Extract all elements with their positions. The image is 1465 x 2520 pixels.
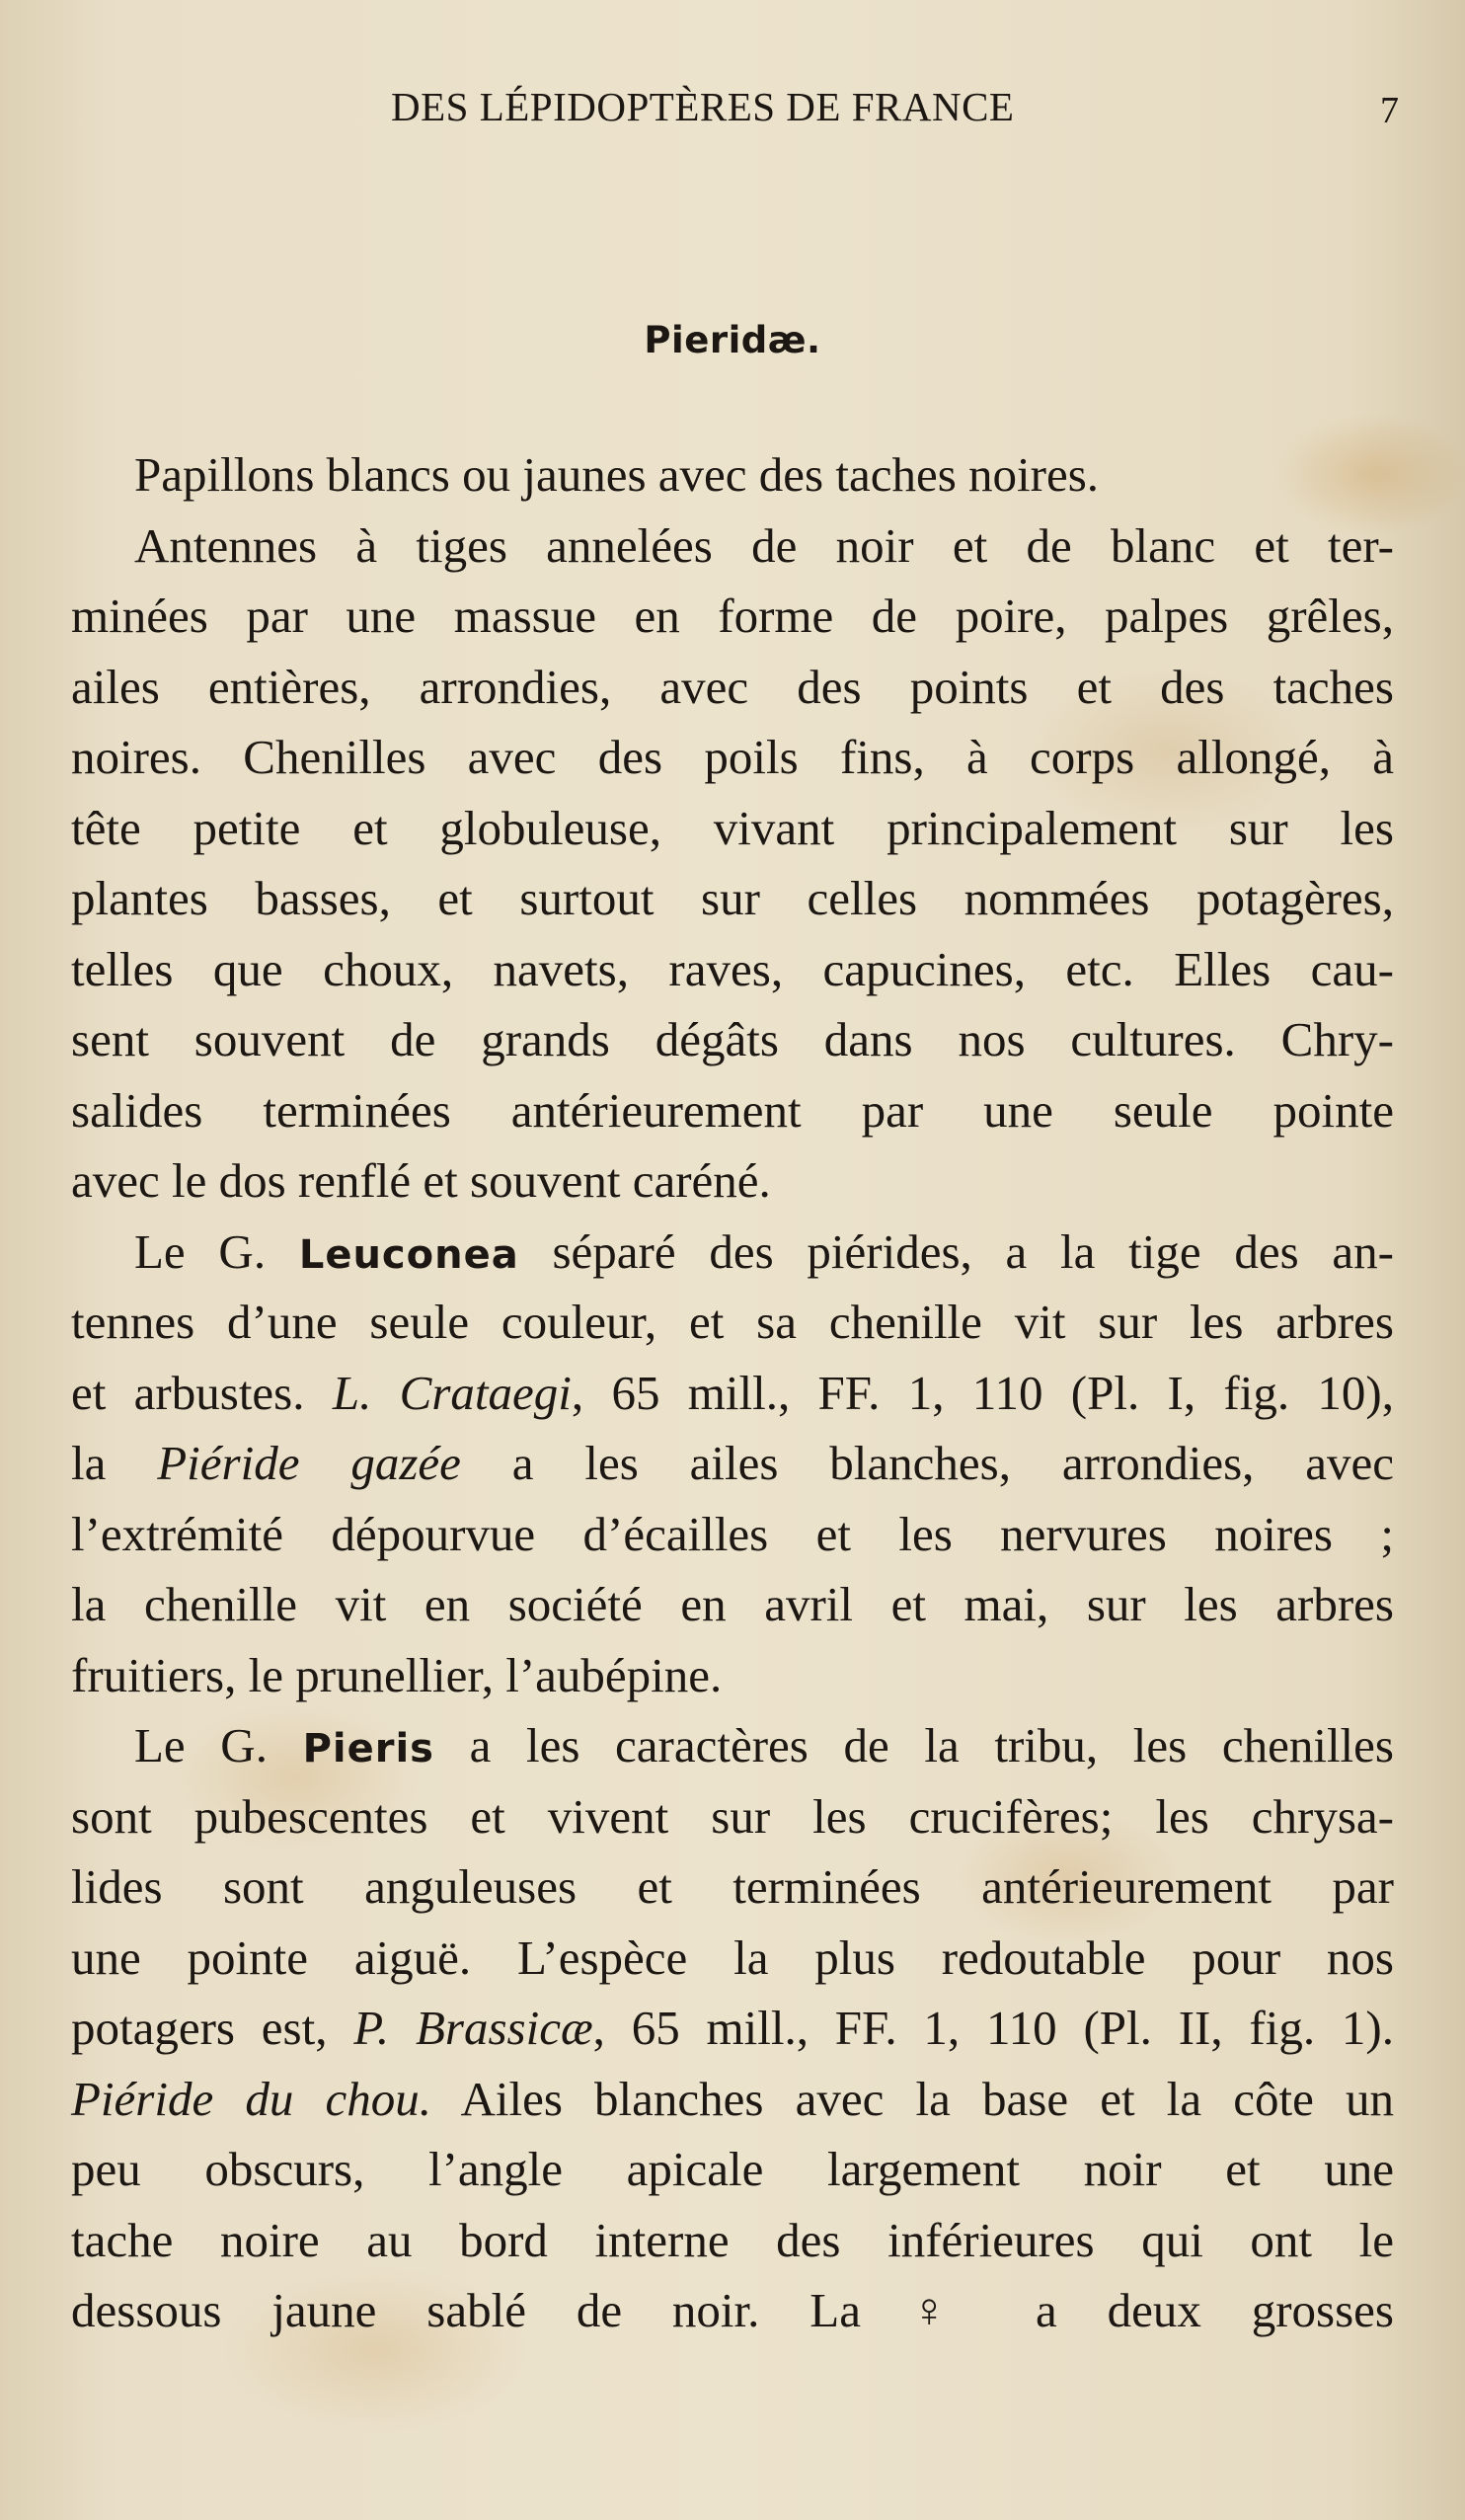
text-run: a les ailes blanches, arrondies, avec [460, 1436, 1394, 1490]
text-line: fruitiers, le prunellier, l’aubépine. [71, 1647, 723, 1702]
text-run: , 65 mill., FF. 1, 110 (Pl. II, fig. 1). [592, 2001, 1394, 2055]
text-line [71, 1710, 1394, 1781]
text-line: peu obscurs, l’angle apicale largement noir et une [71, 2142, 1394, 2196]
running-title: DES LÉPIDOPTÈRES DE FRANCE [391, 84, 1015, 129]
text-run: Le G. [134, 1223, 299, 1279]
common-name: Piéride du chou. [71, 2071, 432, 2126]
genus-name: Leuconea [298, 1231, 519, 1278]
text-line: Papillons blancs ou jaunes avec des taches noires. [134, 447, 1100, 502]
genus-name: Pieris [302, 1726, 434, 1772]
text-line: tennes d’une seule couleur, et sa chenille vit sur les arbres [71, 1295, 1394, 1349]
text-line: salides terminées antérieurement par une seule pointe [71, 1082, 1394, 1138]
species-name: L. Crataegi [332, 1365, 572, 1420]
text-line: ailes entières, arrondies, avec des points et des taches [71, 659, 1394, 714]
body-text [71, 439, 1394, 2346]
species-name: P. Brassicæ [353, 2001, 593, 2055]
text-line: sont pubescentes et vivent sur les crucifères; les chrysa- [71, 1788, 1394, 1844]
text-run: , 65 mill., FF. 1, 110 (Pl. I, fig. 10), [571, 1365, 1394, 1420]
text-run: Le G. [134, 1718, 303, 1772]
text-line: la chenille vit en société en avril et mai, sur les arbres [71, 1577, 1394, 1631]
page-header [0, 77, 1465, 136]
text-line: plantes basses, et surtout sur celles nommées potagères, [71, 871, 1394, 925]
text-run: potagers est, [71, 2001, 354, 2055]
text-line [71, 1993, 1394, 2064]
text-run: a les caractères de la tribu, les chenilles [433, 1718, 1394, 1772]
text-line [71, 1428, 1394, 1499]
common-name: Piéride gazée [157, 1436, 461, 1490]
text-line: lides sont anguleuses et terminées antérieurement par [71, 1859, 1394, 1914]
text-line: Antennes à tiges annelées de noir et de blanc et ter- [134, 517, 1394, 573]
text-line: telles que choux, navets, raves, capucines, etc. Elles cau- [71, 941, 1394, 996]
text-line: une pointe aiguë. L’espèce la plus redoutable pour nos [71, 1929, 1394, 1985]
text-run: la [71, 1436, 158, 1490]
text-line [71, 1358, 1394, 1429]
text-line: tache noire au bord interne des inférieures qui ont le [71, 2212, 1394, 2267]
text-line: dessous jaune sablé de noir. La ♀ a deux grosses [71, 2283, 1394, 2337]
text-line [71, 1217, 1394, 1288]
text-run: séparé des piérides, a la tige des an- [518, 1223, 1394, 1279]
text-line [71, 2064, 1394, 2135]
text-line: sent souvent de grands dégâts dans nos cultures. Chry- [71, 1012, 1394, 1066]
text-line: noires. Chenilles avec des poils fins, à corps allongé, à [71, 730, 1394, 784]
text-line: l’extrémité dépourvue d’écailles et les nervures noires ; [71, 1506, 1394, 1561]
text-line: minées par une massue en forme de poire, palpes grêles, [71, 589, 1394, 643]
page-number: 7 [1380, 90, 1399, 131]
text-run: et arbustes. [71, 1365, 333, 1420]
text-line: tête petite et globuleuse, vivant principalement sur les [71, 800, 1394, 855]
text-line: avec le dos renflé et souvent caréné. [71, 1153, 771, 1208]
section-title: Pieridæ. [644, 319, 821, 361]
text-run: Ailes blanches avec la base et la côte un [431, 2071, 1394, 2126]
